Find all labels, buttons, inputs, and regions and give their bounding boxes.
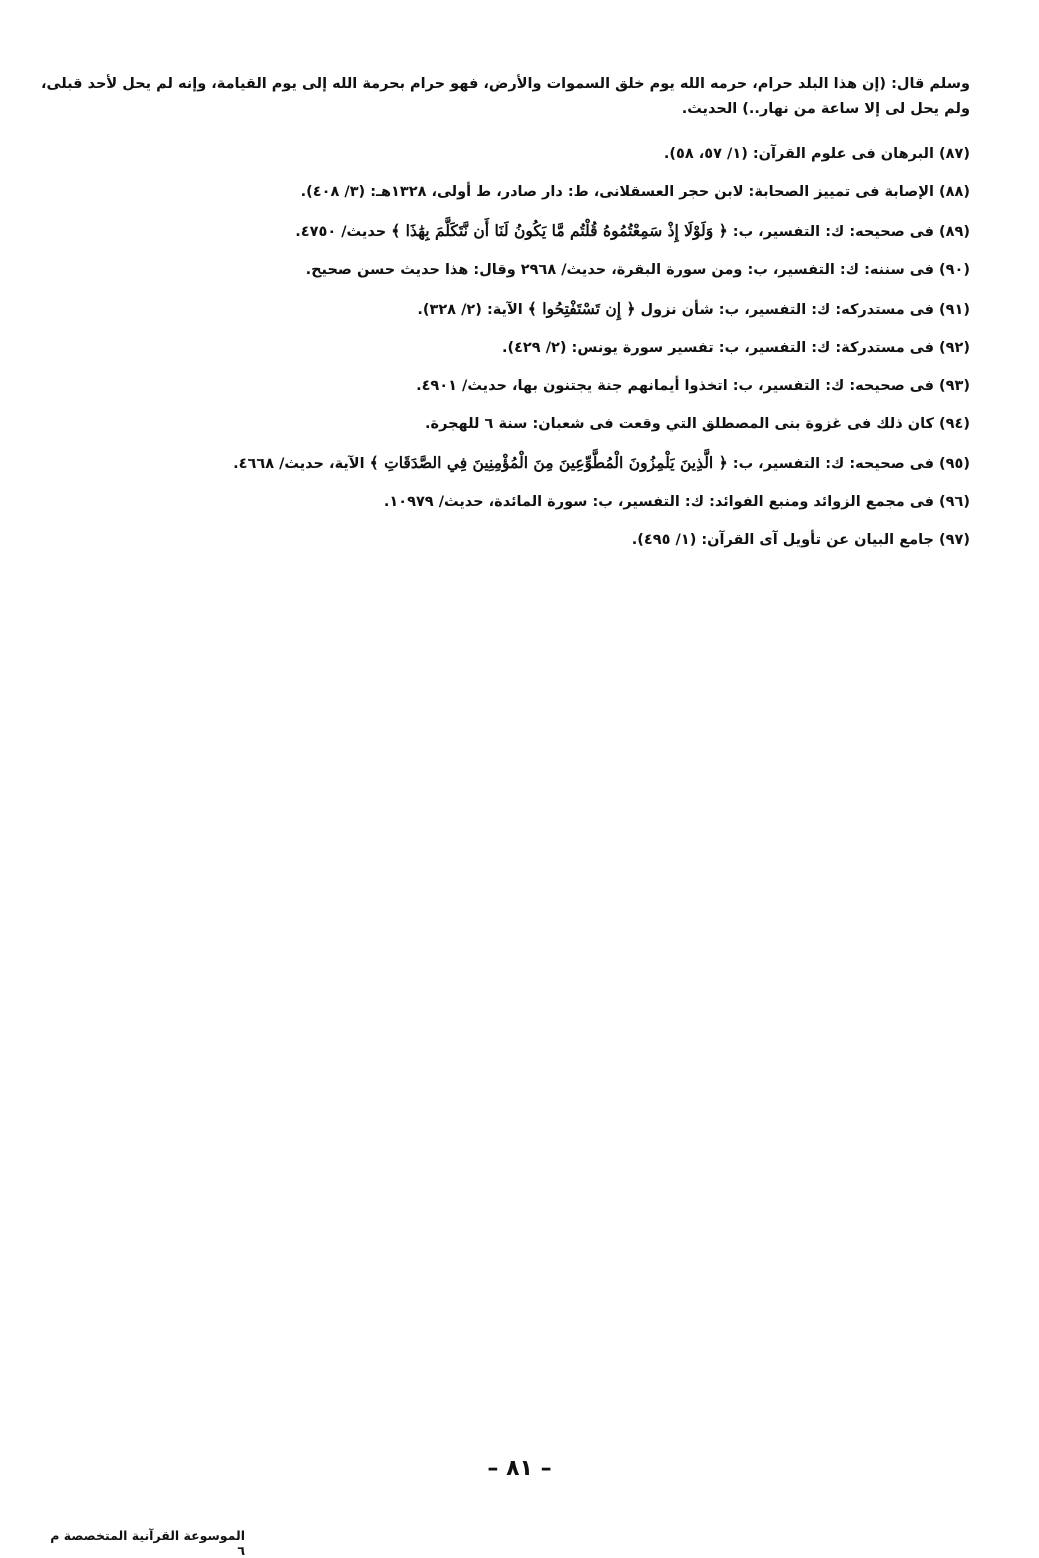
intro-paragraph: وسلم قال: (إن هذا البلد حرام، حرمه الله يوم خلق السموات والأرض، فهو حرام بحرمة الله إلى يوم القيامة، وإنه لم يحل لأحد قبلى، ولم يحل لى إلا ساعة من نهار..) الحديث. <box>41 76 970 117</box>
footnote-91-text: (٩١) فى مستدركه: ك: التفسير، ب: شأن نزول <box>635 302 970 318</box>
footnote-91-ref: الآية: (٢/ ٣٢٨). <box>417 302 528 318</box>
footnote-95 <box>40 450 970 477</box>
footnote-95-verse: ﴿ الَّذِينَ يَلْمِزُونَ الْمُطَّوِّعِينَ مِنَ الْمُؤْمِنِينَ فِي الصَّدَقَاتِ ﴾ <box>369 453 728 472</box>
footnote-93: (٩٣) فى صحيحه: ك: التفسير، ب: اتخذوا أيمانهم جنة يجتنون بها، حديث/ ٤٩٠١. <box>416 378 970 394</box>
footnote-89-ref: حديث/ ٤٧٥٠. <box>295 224 392 240</box>
page-number: – ٨١ – <box>487 1456 552 1481</box>
footnote-88: (٨٨) الإصابة فى تمييز الصحابة: لابن حجر العسقلانى، ط: دار صادر، ط أولى، ١٣٢٨هـ: (٣/ ٤٠٨). <box>300 184 970 200</box>
footnote-90: (٩٠) فى سننه: ك: التفسير، ب: ومن سورة البقرة، حديث/ ٢٩٦٨ وقال: هذا حديث حسن صحيح. <box>305 262 970 278</box>
footnote-89-text: (٨٩) فى صحيحه: ك: التفسير، ب: <box>727 224 970 240</box>
footnote-92: (٩٢) فى مستدركة: ك: التفسير، ب: تفسير سورة يونس: (٢/ ٤٢٩). <box>501 340 970 356</box>
footnote-94: (٩٤) كان ذلك فى غزوة بنى المصطلق التي وقعت فى شعبان: سنة ٦ للهجرة. <box>425 416 970 432</box>
footnote-87: (٨٧) البرهان فى علوم القرآن: (١/ ٥٧، ٥٨). <box>663 146 970 162</box>
footnote-91-verse: ﴿ إِن تَسْتَفْتِحُوا ﴾ <box>527 299 636 318</box>
footnotes <box>40 72 970 566</box>
footer-title: الموسوعة القرآنية المتخصصة م ٦ <box>50 1528 245 1558</box>
footnote-97: (٩٧) جامع البيان عن تأويل آى القرآن: (١/ ٤٩٥). <box>631 532 970 548</box>
footnote-96: (٩٦) فى مجمع الزوائد ومنبع الفوائد: ك: التفسير، ب: سورة المائدة، حديث/ ١٠٩٧٩. <box>383 494 970 510</box>
footnote-89-verse: ﴿ وَلَوْلَا إِذْ سَمِعْتُمُوهُ قُلْتُم مَّا يَكُونُ لَنَا أَن نَّتَكَلَّمَ بِهَٰذَا ﴾ <box>391 221 728 240</box>
footnote-89 <box>40 218 970 245</box>
footnote-91 <box>40 296 970 323</box>
footnote-95-ref: الآية، حديث/ ٤٦٦٨. <box>233 456 370 472</box>
footnote-95-text: (٩٥) فى صحيحه: ك: التفسير، ب: <box>727 456 970 472</box>
